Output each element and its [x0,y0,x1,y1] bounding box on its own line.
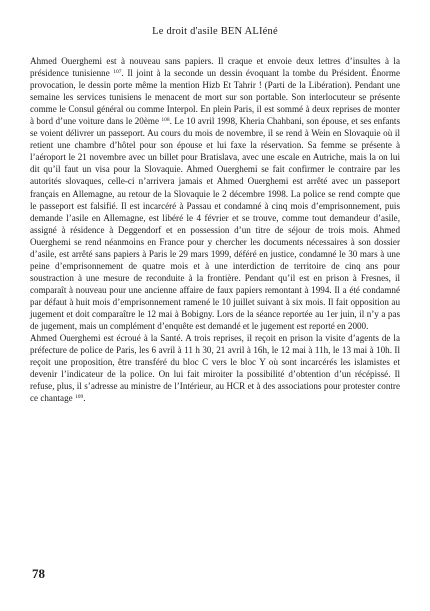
footnote-reference: 107 [113,68,122,75]
running-header: Le droit d'asile BEN ALIéné [152,26,278,37]
footnote-reference: 109 [74,393,84,400]
paragraph-text: . [83,393,86,404]
body-text [30,55,400,404]
paragraph-text: . Il joint à la seconde un dessin évoquant la tombe du Président. Énorme provocation, le dessin porte même la mention Hizb Et Tahrir ! (Parti de la Libération). Pendant une semaine les services tunisiens le menacent de mort sur son portable. Son interlocuteur se présente comme le Consul général ou comme Interpol. En plein Paris, il est sommé à deux reprises de monter à bord d’une voiture dans le 20ème [30,68,400,127]
footnote-reference: 108 [161,116,170,123]
paragraph [30,332,400,404]
paragraph-text: . Le 10 avril 1998, Kheria Chahbani, son épouse, et ses enfants se voient délivrer un passeport. Au cours du mois de novembre, il se rend à Wein en Slovaquie où il retient une chambre d’hôtel pour son épouse et lui faxe la réservation. Sa femme se présente à l’aéroport le 21 novembre avec un billet pour Bratislava, avec une escale en Autriche, mais la on lui dit qu’il faut un visa pour la Slovaquie. Ahmed Ouerghemi se fait confirmer le contraire par les autorités slovaques, celle-ci n’arrivera jamais et Ahmed Ouerghemi est arrêté avec un passeport français en Allemagne, au retour de la Slovaquie le 2 décembre 1998. La police se rend compte que le passeport est falsifié. Il est incarcéré à Passau et condamné à cinq mois d’emprisonnement, puis demande l’asile en Allemagne, est libéré le 4 février et se trouve, comme tout demandeur d’asile, assigné à résidence à Deggendorf et en possession d’un titre de séjour de trois mois. Ahmed Ouerghemi se rend néanmoins en France pour y chercher les documents nécessaires à son dossier d’asile, est arrêté sans papiers à Paris le 29 mars 1999, déféré en justice, condamné le 30 mars à une peine d’emprisonnement de quatre mois et à une interdiction de territoire de cinq ans pour soustraction à une mesure de reconduite à la frontière. Pendant qu’il est en prison à Fresnes, il comparaît à nouveau pour une ancienne affaire de faux papiers remontant à 1994. Il a été condamné par défaut à huit mois d’emprisonnement ramené le 10 juillet suivant à six mois. Il fait opposition au jugement et doit comparaître le 12 mai à Bobigny. Lors de la séance reportée au 1er juin, il n’y a pas de jugement, mais un complément d’enquête est demandé et le jugement est reporté en 2000. [30,116,400,332]
page-number: 78 [32,566,45,581]
paragraph-text: Ahmed Ouerghemi est à nouveau sans papiers. Il craque et envoie deux lettres d’insultes à la présidence tunisienne [30,56,400,79]
paragraph-text: Ahmed Ouerghemi est écroué à la Santé. A trois reprises, il reçoit en prison la visite d’agents de la préfecture de police de Paris, les 6 avril à 11 h 30, 21 avril à 16h, le 12 mai à 11h, le 13 mai à 10h. Il reçoit une proposition, être transféré du bloc C vers le bloc Y où sont incarcérés les islamistes et devenir l’indicateur de la police. On lui fait miroiter la possibilité d’obtention d’un récépissé. Il refuse, plus, il s’adresse au ministre de l’Intérieur, au HCR et à des associations pour protester contre ce chantage [30,333,400,404]
paragraph [30,55,400,332]
